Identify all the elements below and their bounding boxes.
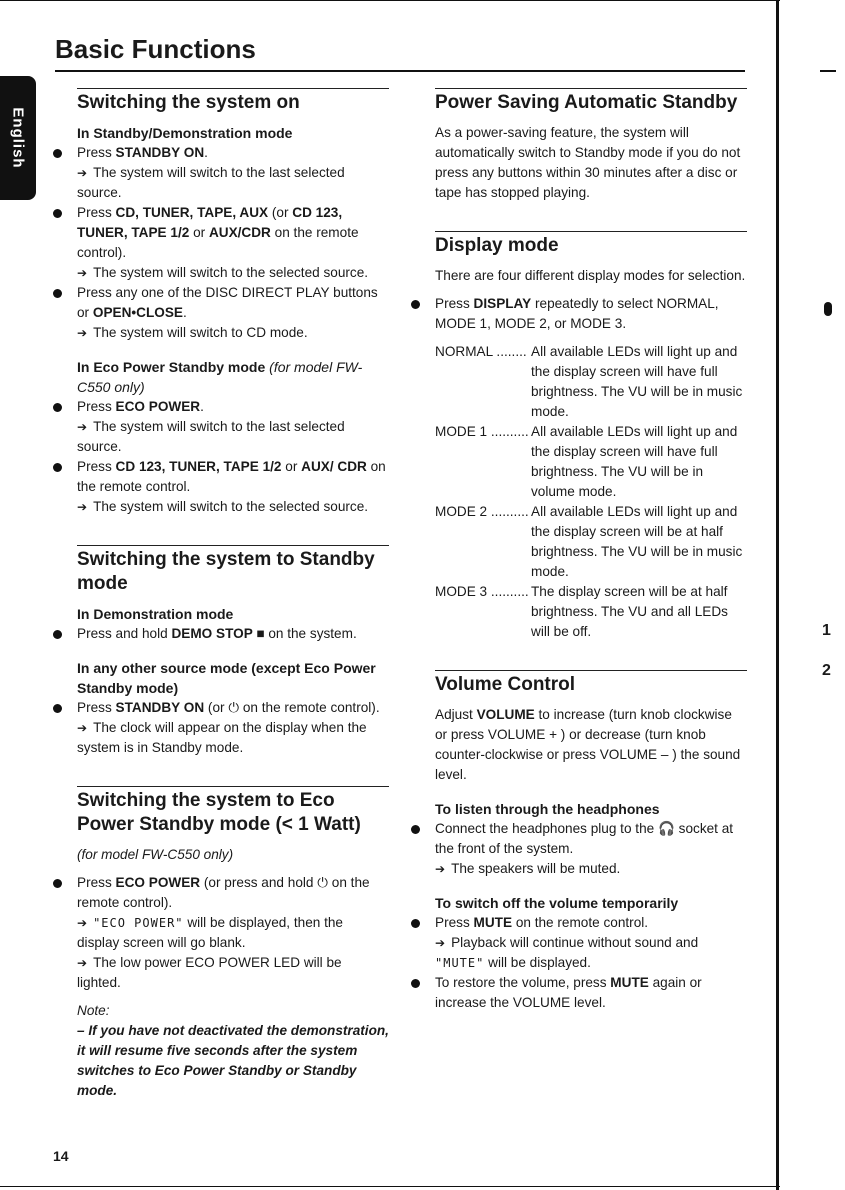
result-text: ➔ The system will switch to CD mode. bbox=[77, 323, 389, 343]
margin-mark-1: 1 bbox=[822, 622, 831, 639]
instruction-list bbox=[77, 624, 389, 644]
mode-label: MODE 3 .......... bbox=[435, 584, 529, 599]
list-item: Press STANDBY ON. ➔ The system will switch to the last selected source. bbox=[77, 143, 389, 203]
list-item: Press ECO POWER (or press and hold ⏻ on the remote control). ➔ "ECO POWER" will be displayed, then the display screen will go blank. ➔ The low power ECO POWER LED will be lighted. bbox=[77, 873, 389, 993]
result-text: ➔ The low power ECO POWER LED will be lighted. bbox=[77, 953, 389, 993]
instruction-list bbox=[435, 294, 747, 334]
mode-description: All available LEDs will light up and the display screen will have full brightness. The VU will be in music mode. bbox=[531, 344, 743, 419]
list-item: Press any one of the DISC DIRECT PLAY buttons or OPEN•CLOSE. ➔ The system will switch to CD mode. bbox=[77, 283, 389, 343]
mode-description: The display screen will be at half brightness. The VU and all LEDs will be off. bbox=[531, 584, 728, 639]
instruction-list bbox=[435, 913, 747, 1013]
left-column bbox=[77, 88, 389, 1101]
section-standby bbox=[77, 545, 389, 758]
page-right-edge bbox=[776, 0, 779, 1190]
subheading: In Demonstration mode bbox=[77, 606, 234, 622]
key-label: CD, TUNER, TAPE, AUX bbox=[115, 205, 269, 220]
result-text: ➔ The system will switch to the selected source. bbox=[77, 263, 389, 283]
result-text: ➔ The system will switch to the last selected source. bbox=[77, 163, 389, 203]
section-display-mode bbox=[435, 231, 747, 642]
display-mode-table bbox=[435, 342, 747, 642]
list-item: Press CD, TUNER, TAPE, AUX (or CD 123, TUNER, TAPE 1/2 or AUX/CDR on the remote control). ➔ The system will switch to the selected source. bbox=[77, 203, 389, 283]
instruction-list bbox=[77, 698, 389, 758]
list-item: Press and hold DEMO STOP ■ on the system. bbox=[77, 624, 389, 644]
section-heading: Switching the system to Eco Power Standby mode (< 1 Watt) bbox=[77, 790, 361, 835]
section-heading: Power Saving Automatic Standby bbox=[435, 92, 738, 113]
section-rule bbox=[77, 786, 389, 787]
body-text: There are four different display modes for selection. bbox=[435, 268, 746, 283]
mode-label: MODE 2 .......... bbox=[435, 504, 529, 519]
note-text: – If you have not deactivated the demonstration, it will resume five seconds after the system switches to Eco Power Standby or Standby mode. bbox=[77, 1023, 389, 1098]
list-item: Connect the headphones plug to the 🎧 socket at the front of the system. ➔ The speakers will be muted. bbox=[435, 819, 747, 879]
title-rule bbox=[55, 70, 745, 72]
lcd-text: "MUTE" bbox=[435, 956, 485, 970]
section-rule bbox=[77, 545, 389, 546]
section-power-saving bbox=[435, 88, 747, 203]
result-text: ➔ The clock will appear on the display when the system is in Standby mode. bbox=[77, 718, 389, 758]
section-rule bbox=[77, 88, 389, 89]
result-text: ➔ Playback will continue without sound and "MUTE" will be displayed. bbox=[435, 933, 747, 973]
key-label: MUTE bbox=[473, 915, 513, 930]
instruction-list bbox=[77, 143, 389, 343]
result-text: ➔ The system will switch to the selected source. bbox=[77, 497, 389, 517]
body-text: Adjust VOLUME to increase (turn knob clockwise or press VOLUME + ) or decrease (turn knob counter-clockwise or press VOLUME – ) the sound level. bbox=[435, 707, 741, 782]
model-note: (for model FW-C550 only) bbox=[77, 847, 234, 862]
list-item: To restore the volume, press MUTE again or increase the VOLUME level. bbox=[435, 973, 747, 1013]
list-item: Press CD 123, TUNER, TAPE 1/2 or AUX/ CDR on the remote control. ➔ The system will switch to the selected source. bbox=[77, 457, 389, 517]
bottom-rule bbox=[0, 1186, 780, 1187]
language-tab-label: English bbox=[9, 107, 27, 169]
list-item: Press DISPLAY repeatedly to select NORMAL, MODE 1, MODE 2, or MODE 3. bbox=[435, 294, 747, 334]
key-label: STANDBY ON bbox=[115, 700, 205, 715]
section-heading: Display mode bbox=[435, 235, 559, 256]
note-label: Note: bbox=[77, 1003, 110, 1018]
section-heading: Switching the system to Standby mode bbox=[77, 549, 375, 594]
section-rule bbox=[435, 670, 747, 671]
right-dot bbox=[824, 302, 832, 316]
right-corner-mark bbox=[820, 70, 836, 72]
result-text: ➔ The system will switch to the last selected source. bbox=[77, 417, 389, 457]
result-text: ➔ "ECO POWER" will be displayed, then the display screen will go blank. bbox=[77, 913, 389, 953]
page-number: 14 bbox=[53, 1148, 69, 1164]
mode-label: MODE 1 .......... bbox=[435, 424, 529, 439]
subheading: In any other source mode (except Eco Power Standby mode) bbox=[77, 660, 376, 696]
right-column bbox=[435, 88, 747, 1013]
top-border bbox=[0, 0, 780, 1]
subheading: To listen through the headphones bbox=[435, 801, 660, 817]
subheading: In Eco Power Standby mode (for model FW-C550 only) bbox=[77, 359, 363, 395]
section-rule bbox=[435, 88, 747, 89]
language-tab bbox=[0, 76, 36, 200]
key-label: ECO POWER bbox=[115, 875, 201, 890]
body-text: As a power-saving feature, the system will automatically switch to Standby mode if you do not press any buttons within 30 minutes after a disc or tape has stopped playing. bbox=[435, 125, 741, 200]
section-volume-control bbox=[435, 670, 747, 1013]
result-text: ➔ The speakers will be muted. bbox=[435, 859, 747, 879]
key-label: STANDBY ON bbox=[115, 145, 205, 160]
section-heading: Switching the system on bbox=[77, 92, 300, 113]
key-label: OPEN•CLOSE bbox=[92, 305, 183, 320]
instruction-list bbox=[435, 819, 747, 879]
section-switching-on bbox=[77, 88, 389, 517]
page-title: Basic Functions bbox=[55, 34, 256, 64]
instruction-list bbox=[77, 397, 389, 517]
section-heading: Volume Control bbox=[435, 674, 576, 695]
section-eco-standby bbox=[77, 786, 389, 1101]
key-label: ECO POWER bbox=[115, 399, 201, 414]
subheading: In Standby/Demonstration mode bbox=[77, 125, 293, 141]
mode-label: NORMAL ........ bbox=[435, 344, 527, 359]
list-item: Press MUTE on the remote control. ➔ Playback will continue without sound and "MUTE" will be displayed. bbox=[435, 913, 747, 973]
key-label: CD 123, TUNER, TAPE 1/2 bbox=[115, 459, 282, 474]
mode-description: All available LEDs will light up and the display screen will be at half brightness. The VU will be in music mode. bbox=[531, 504, 743, 579]
subheading: To switch off the volume temporarily bbox=[435, 895, 679, 911]
key-label: DEMO STOP ■ bbox=[171, 626, 265, 641]
section-rule bbox=[435, 231, 747, 232]
key-label: VOLUME bbox=[476, 707, 535, 722]
margin-mark-2: 2 bbox=[822, 662, 831, 679]
key-label: MUTE bbox=[610, 975, 649, 990]
list-item: Press ECO POWER. ➔ The system will switch to the last selected source. bbox=[77, 397, 389, 457]
lcd-text: "ECO POWER" bbox=[93, 916, 184, 930]
instruction-list bbox=[77, 873, 389, 993]
key-label: DISPLAY bbox=[473, 296, 532, 311]
mode-description: All available LEDs will light up and the display screen will have full brightness. The VU will be in volume mode. bbox=[531, 424, 738, 499]
list-item: Press STANDBY ON (or ⏻ on the remote control). ➔ The clock will appear on the display when the system is in Standby mode. bbox=[77, 698, 389, 758]
